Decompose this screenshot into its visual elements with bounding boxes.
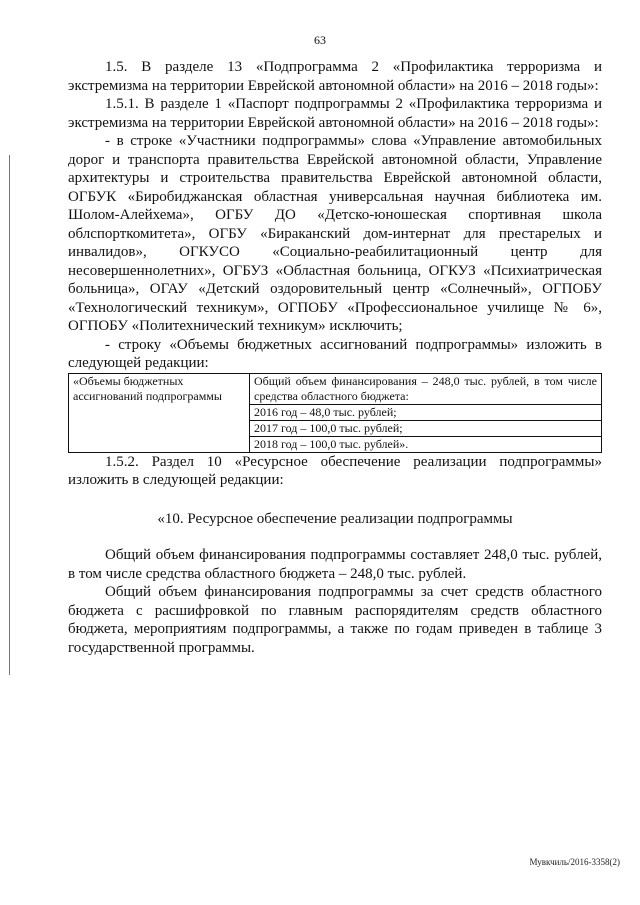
table-line-2017: 2017 год – 100,0 тыс. рублей; <box>250 421 601 437</box>
budget-table <box>68 373 602 453</box>
table-line-2016: 2016 год – 48,0 тыс. рублей; <box>250 405 601 421</box>
paragraph-1-5-1: 1.5.1. В разделе 1 «Паспорт подпрограммы 2 «Профилактика терроризма и экстремизма на территории Еврейской автономной области» на 2016 – 2018 годы»: <box>68 96 602 131</box>
table-cell-values <box>250 373 602 452</box>
document-code: Мувкчиль/2016-3358(2) <box>529 857 620 867</box>
table-line-total: Общий объем финансирования – 248,0 тыс. рублей, в том числе средства областного бюджета: <box>250 374 601 405</box>
section-heading: «10. Ресурсное обеспечение реализации подпрограммы <box>157 510 513 527</box>
paragraph-1-5-2: 1.5.2. Раздел 10 «Ресурсное обеспечение реализации подпрограммы» изложить в следующей редакции: <box>68 453 602 488</box>
paragraph-financing: Общий объем финансирования подпрограммы составляет 248,0 тыс. рублей, в том числе средства областного бюджета – 248,0 тыс. рублей. <box>68 547 602 582</box>
document-body <box>68 58 602 657</box>
table-line-2018: 2018 год – 100,0 тыс. рублей». <box>254 436 409 451</box>
paragraph-financing-details: Общий объем финансирования подпрограммы за счет средств областного бюджета с расшифровкой по главным распорядителям средств областного бюджета, мероприятиям подпрограммы, а также по годам приведен в таблице 3 государственной программы. <box>68 584 602 656</box>
page-number: 63 <box>314 33 326 47</box>
table-row <box>69 373 602 452</box>
paragraph-1-5: 1.5. В разделе 13 «Подпрограмма 2 «Профилактика терроризма и экстремизма на территории Еврейской автономной области» на 2016 – 2018 годы»: <box>68 59 602 94</box>
paragraph-budget-row: - строку «Объемы бюджетных ассигнований подпрограммы» изложить в следующей редакции: <box>68 336 602 371</box>
margin-rule <box>9 155 10 675</box>
table-cell-label: «Объемы бюджетных ассигнований подпрограммы <box>69 373 250 452</box>
paragraph-participants: - в строке «Участники подпрограммы» слова «Управление автомобильных дорог и транспорта правительства Еврейской автономной области, Управление архитектуры и строительства правительства Еврейской автономной области, ОГБУК «Биробиджанская областная универсальная научная библиотека им. Шолом-Алейхема», ОГБУ ДО «Детско-юношеская спортивная школа облспорткомитета», ОГБУ «Бираканский дом-интернат для престарелых и инвалидов», ОГКУСО «Социально-реабилитационный центр для несовершеннолетних», ОГБУЗ «Областная больница, ОГКУЗ «Психиатрическая больница», ОГАУ «Детский оздоровительный центр «Солнечный», ОГПОБУ «Технологический техникум», ОГПОБУ «Профессиональное училище № 6», ОГПОБУ «Политехнический техникум» исключить; <box>68 133 602 334</box>
